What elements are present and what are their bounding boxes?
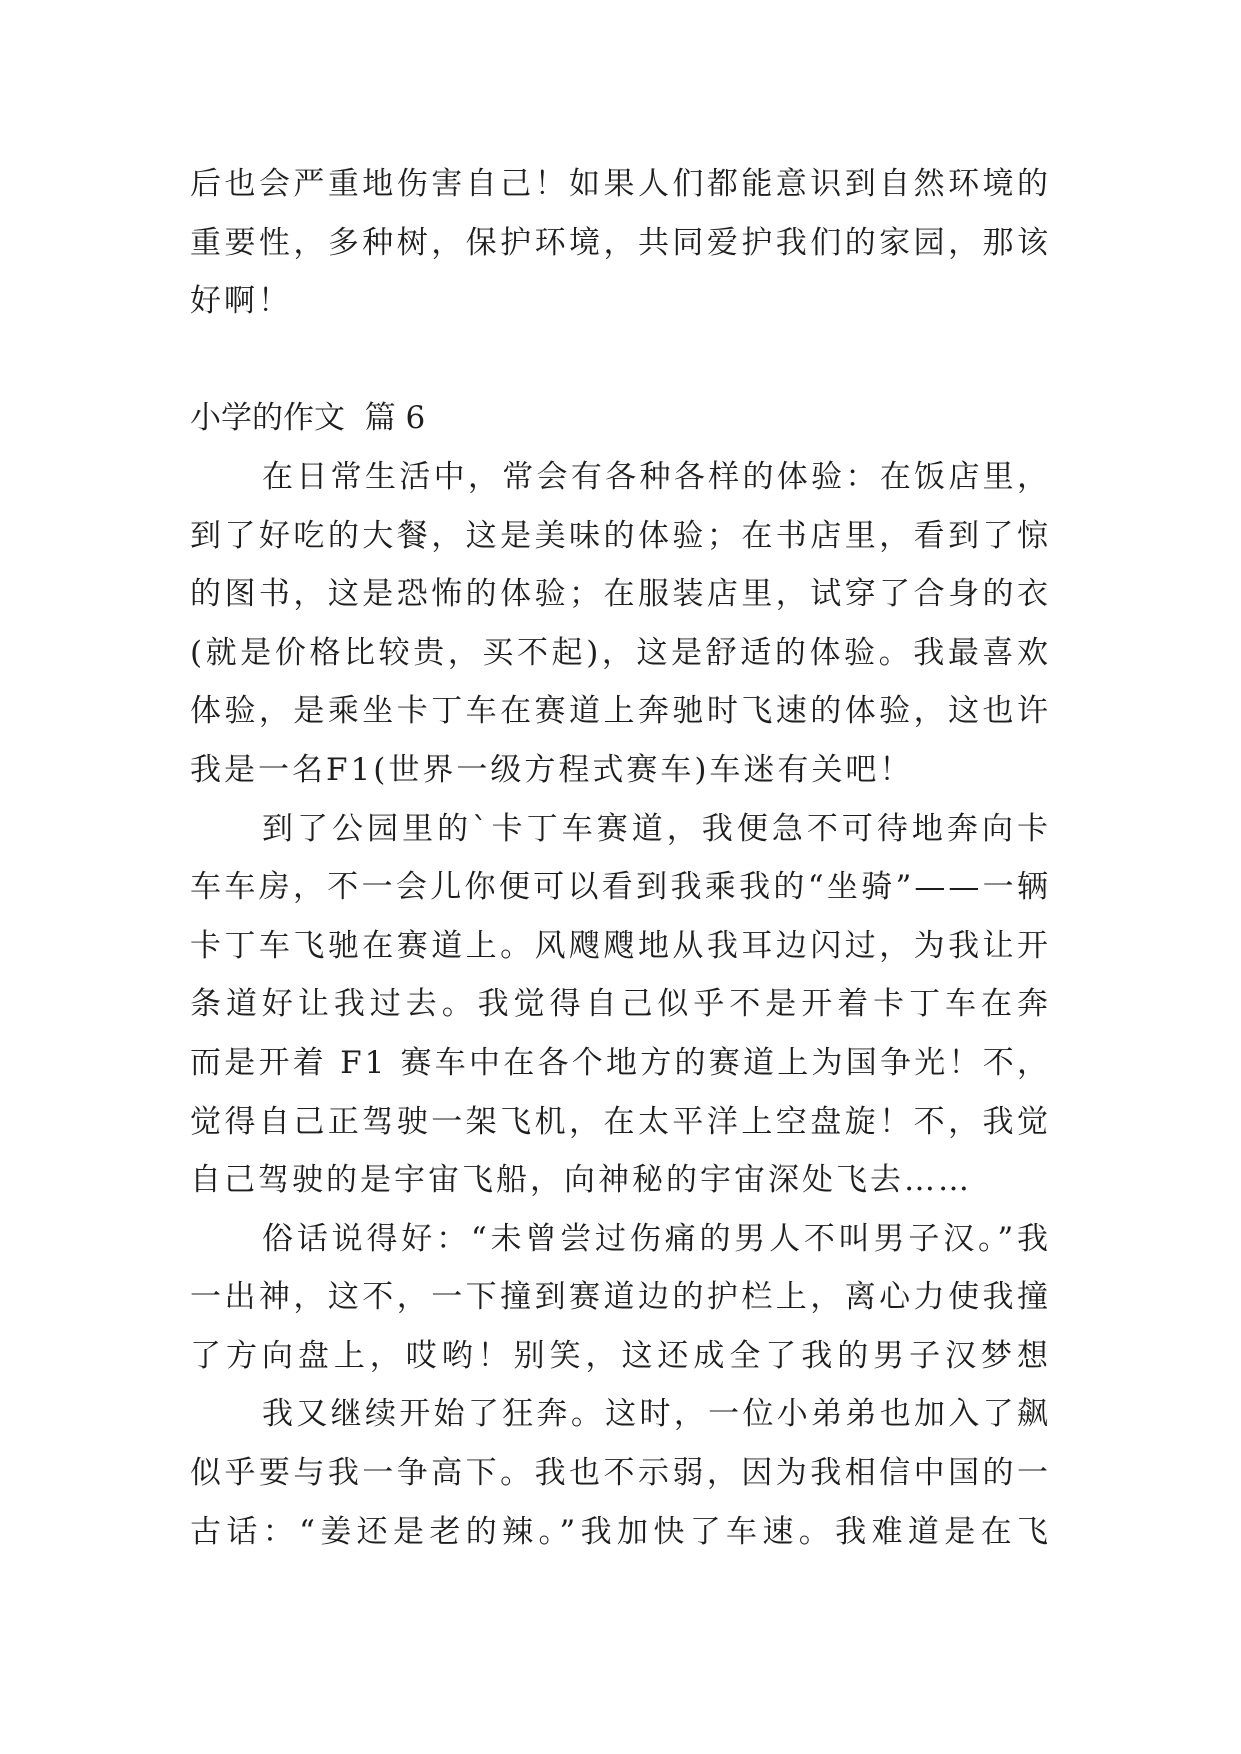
text-line: 在日常生活中，常会有各种各样的体验：在饭店里， bbox=[262, 458, 1051, 495]
text-line: 俗话说得好：“未曾尝过伤痛的男人不叫男子汉。”我 bbox=[262, 1220, 1051, 1257]
text-line: 觉得自己正驾驶一架飞机，在太平洋上空盘旋！不，我觉 bbox=[190, 1103, 1051, 1140]
continuation-paragraph bbox=[190, 155, 1051, 331]
blank-line bbox=[190, 331, 1051, 390]
text-line: 似乎要与我一争高下。我也不示弱，因为我相信中国的一 bbox=[190, 1455, 1051, 1492]
text-line: 古话：“姜还是老的辣。”我加快了车速。我难道是在飞 bbox=[190, 1513, 1051, 1550]
text-line: 条道好让我过去。我觉得自己似乎不是开着卡丁车在奔 bbox=[190, 986, 1051, 1023]
text-line: 一出神，这不，一下撞到赛道边的护栏上，离心力使我撞 bbox=[190, 1279, 1051, 1316]
text-line: 而是开着 F1 赛车中在各个地方的赛道上为国争光！不， bbox=[190, 1044, 1051, 1081]
document-body bbox=[190, 155, 1051, 1561]
text-line: 后也会严重地伤害自己！如果人们都能意识到自然环境的 bbox=[190, 166, 1051, 202]
text-line: 体验，是乘坐卡丁车在赛道上奔驰时飞速的体验，这也许 bbox=[190, 693, 1051, 730]
text-line: 自己驾驶的是宇宙飞船，向神秘的宇宙深处飞去…… bbox=[190, 1162, 972, 1199]
text-line: 好啊！ bbox=[190, 283, 292, 320]
text-line: 卡丁车飞驰在赛道上。风飕飕地从我耳边闪过，为我让开 bbox=[190, 927, 1051, 964]
text-line: 的图书，这是恐怖的体验；在服装店里，试穿了合身的衣 bbox=[190, 576, 1051, 613]
text-line: 到了公园里的`卡丁车赛道，我便急不可待地奔向卡 bbox=[262, 810, 1051, 847]
paragraph bbox=[190, 1385, 1051, 1561]
text-line: 重要性，多种树，保护环境，共同爱护我们的家园，那该 bbox=[190, 224, 1051, 261]
paragraph bbox=[190, 800, 1051, 1210]
text-line: 了方向盘上，哎哟！别笑，这还成全了我的男子汉梦想 bbox=[190, 1337, 1051, 1374]
text-line: 车车房，不一会儿你便可以看到我乘我的“坐骑”——一辆 bbox=[190, 869, 1051, 906]
text-line: 我又继续开始了狂奔。这时，一位小弟弟也加入了飙 bbox=[262, 1396, 1051, 1433]
section-title: 小学的作文 篇 6 bbox=[190, 400, 426, 437]
paragraph bbox=[190, 448, 1051, 800]
text-line: 到了好吃的大餐，这是美味的体验；在书店里，看到了惊 bbox=[190, 517, 1051, 554]
paragraph bbox=[190, 1210, 1051, 1386]
text-line: (就是价格比较贵，买不起)，这是舒适的体验。我最喜欢 bbox=[190, 634, 1051, 671]
text-line: 我是一名F1(世界一级方程式赛车)车迷有关吧！ bbox=[190, 751, 914, 788]
